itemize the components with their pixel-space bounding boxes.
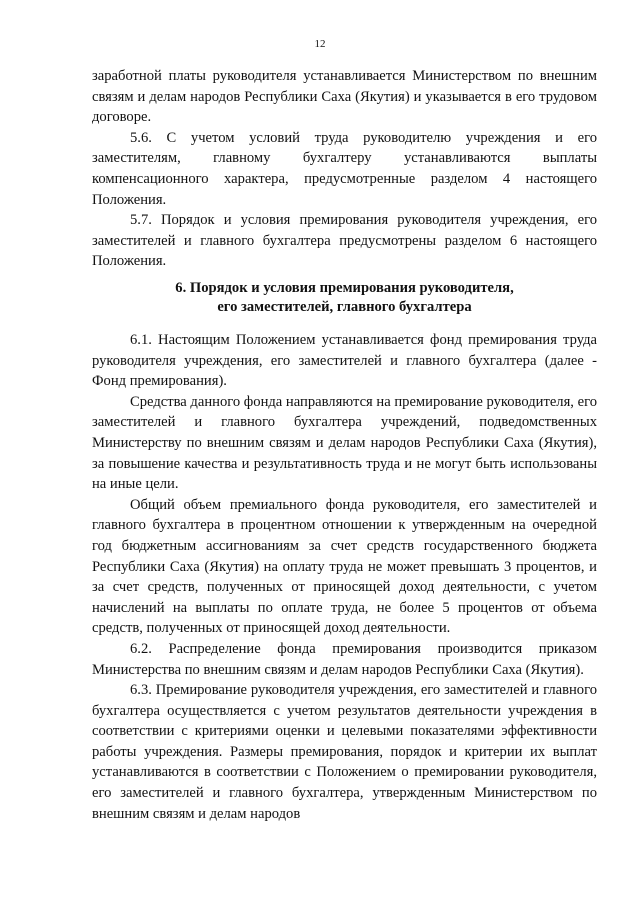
paragraph-6-3: 6.3. Премирование руководителя учреждения, его заместителей и главного бухгалтера осуществляется с учетом результатов деятельности учреждения в соответствии с критериями оценки и целевыми показателями эффективности работы учреждения. Размеры премирования, порядок и критерии их выплат устанавливаются в соответствии с Положением о премировании руководителя, его заместителей и главного бухгалтера, утвержденным Министерством по внешним связям и делам народов bbox=[92, 682, 597, 822]
page-number: 12 bbox=[314, 38, 326, 50]
paragraph-5-7: 5.7. Порядок и условия премирования руководителя учреждения, его заместителей и главного бухгалтера предусмотрены разделом 6 настоящего Положения. bbox=[92, 212, 597, 270]
section-heading bbox=[92, 279, 597, 317]
paragraph-continuation: заработной платы руководителя устанавливается Министерством по внешним связям и делам народов Республики Саха (Якутия) и указывается в его трудовом договоре. bbox=[92, 68, 597, 126]
paragraph-6-1: 6.1. Настоящим Положением устанавливается фонд премирования труда руководителя учреждения, его заместителей и главного бухгалтера (далее - Фонд премирования). bbox=[92, 332, 597, 390]
section-text-block bbox=[92, 330, 597, 824]
paragraph-5-6: 5.6. С учетом условий труда руководителю учреждения и его заместителям, главному бухгалтеру устанавливаются выплаты компенсационного характера, предусмотренные разделом 4 настоящего Положения. bbox=[92, 129, 597, 208]
paragraph-fund-purpose: Средства данного фонда направляются на премирование руководителя, его заместителей и главного бухгалтера учреждений, подведомственных Министерству по внешним связям и делам народов Республики Саха (Якутия), за повышение качества и результативность труда и не могут быть использованы на иные цели. bbox=[92, 393, 597, 493]
intro-text-block bbox=[92, 66, 597, 272]
paragraph-6-2: 6.2. Распределение фонда премирования производится приказом Министерства по внешним связям и делам народов Республики Саха (Якутия). bbox=[92, 640, 597, 678]
paragraph-fund-volume: Общий объем премиального фонда руководителя, его заместителей и главного бухгалтера в процентном отношении к утвержденным на очередной год бюджетным ассигнованиям за счет средств государственного бюджета Республики Саха (Якутия) на оплату труда не может превышать 3 процентов, и за счет средств, полученных от приносящей доход деятельности, с учетом начислений на выплаты по оплате труда, не более 5 процентов от объема средств, полученных от приносящей доход деятельности. bbox=[92, 496, 597, 637]
section-heading-line-1: 6. Порядок и условия премирования руководителя, bbox=[175, 280, 514, 296]
section-heading-line-2: его заместителей, главного бухгалтера bbox=[217, 299, 472, 315]
